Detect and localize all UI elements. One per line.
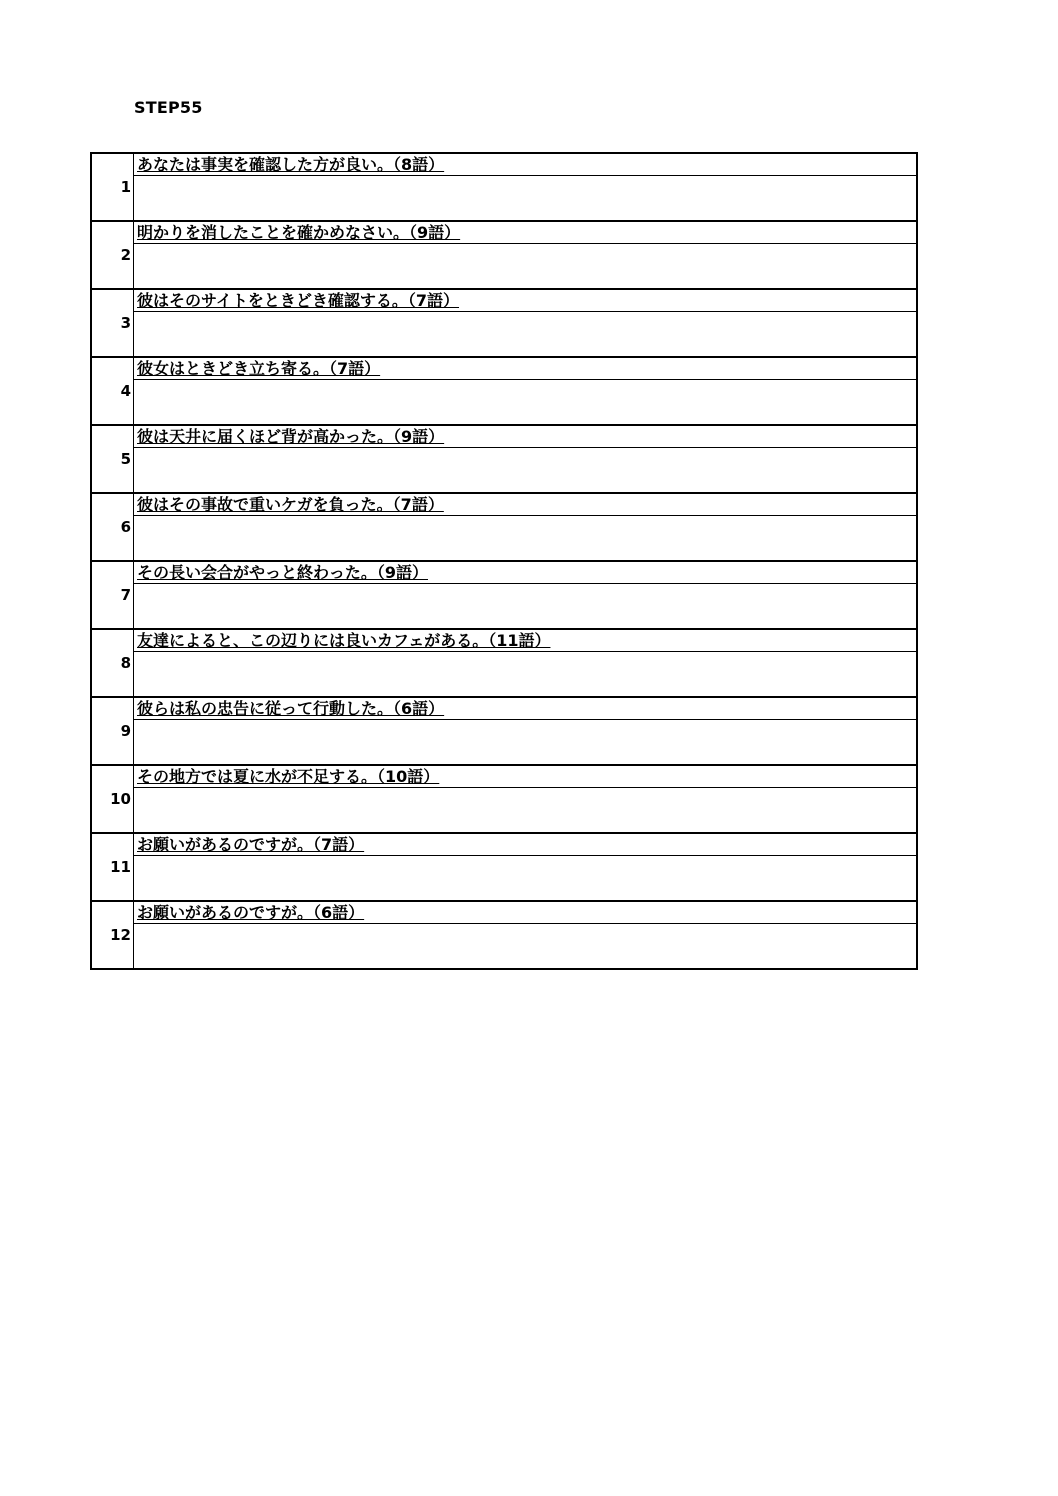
exercise-row — [91, 357, 917, 380]
question-prompt-cell — [134, 221, 918, 244]
exercise-table-body — [91, 153, 917, 969]
exercise-row — [91, 425, 917, 448]
question-prompt-cell — [134, 697, 918, 720]
exercise-row — [91, 493, 917, 516]
exercise-row — [91, 697, 917, 720]
question-prompt-cell — [134, 493, 918, 516]
question-prompt-cell — [134, 901, 918, 924]
question-prompt: 明かりを消したことを確かめなさい。（9語） — [137, 223, 461, 242]
question-prompt: その長い会合がやっと終わった。（9語） — [137, 563, 428, 582]
question-number: 4 — [91, 357, 134, 425]
answer-row — [91, 448, 917, 494]
answer-row — [91, 312, 917, 358]
answer-row — [91, 856, 917, 902]
question-number: 2 — [91, 221, 134, 289]
question-prompt-cell — [134, 357, 918, 380]
question-number: 6 — [91, 493, 134, 561]
answer-row — [91, 788, 917, 834]
exercise-row — [91, 561, 917, 584]
answer-field[interactable] — [134, 244, 918, 290]
question-prompt: 彼はその事故で重いケガを負った。（7語） — [137, 495, 444, 514]
answer-row — [91, 244, 917, 290]
question-prompt-cell — [134, 629, 918, 652]
exercise-row — [91, 289, 917, 312]
question-prompt-cell — [134, 425, 918, 448]
answer-field[interactable] — [134, 312, 918, 358]
answer-field[interactable] — [134, 380, 918, 426]
question-number: 1 — [91, 153, 134, 221]
question-prompt-cell — [134, 765, 918, 788]
answer-row — [91, 652, 917, 698]
question-prompt: 彼らは私の忠告に従って行動した。（6語） — [137, 699, 445, 718]
question-prompt: あなたは事実を確認した方が良い。（8語） — [137, 155, 445, 174]
question-prompt: 友達によると、この辺りには良いカフェがある。（11語） — [137, 631, 551, 650]
question-prompt-cell — [134, 289, 918, 312]
question-number: 5 — [91, 425, 134, 493]
exercise-row — [91, 629, 917, 652]
answer-field[interactable] — [134, 924, 918, 970]
exercise-row — [91, 765, 917, 788]
answer-field[interactable] — [134, 856, 918, 902]
answer-row — [91, 720, 917, 766]
question-prompt: 彼は天井に届くほど背が高かった。（9語） — [137, 427, 445, 446]
answer-field[interactable] — [134, 448, 918, 494]
question-number: 3 — [91, 289, 134, 357]
question-prompt: 彼女はときどき立ち寄る。（7語） — [137, 359, 381, 378]
question-number: 10 — [91, 765, 134, 833]
question-prompt-cell — [134, 153, 918, 176]
answer-row — [91, 584, 917, 630]
answer-field[interactable] — [134, 652, 918, 698]
exercise-row — [91, 153, 917, 176]
answer-field[interactable] — [134, 788, 918, 834]
question-number: 8 — [91, 629, 134, 697]
exercise-table — [90, 152, 918, 970]
answer-field[interactable] — [134, 176, 918, 222]
exercise-row — [91, 833, 917, 856]
question-prompt: 彼はそのサイトをときどき確認する。（7語） — [137, 291, 460, 310]
question-prompt-cell — [134, 833, 918, 856]
answer-field[interactable] — [134, 584, 918, 630]
answer-field[interactable] — [134, 516, 918, 562]
exercise-row — [91, 221, 917, 244]
answer-field[interactable] — [134, 720, 918, 766]
answer-row — [91, 176, 917, 222]
question-prompt: お願いがあるのですが。（6語） — [137, 903, 365, 922]
question-prompt-cell — [134, 561, 918, 584]
page-title: STEP55 — [134, 98, 203, 117]
question-number: 12 — [91, 901, 134, 969]
question-number: 11 — [91, 833, 134, 901]
question-number: 7 — [91, 561, 134, 629]
answer-row — [91, 380, 917, 426]
answer-row — [91, 516, 917, 562]
question-prompt: その地方では夏に水が不足する。（10語） — [137, 767, 440, 786]
question-number: 9 — [91, 697, 134, 765]
exercise-row — [91, 901, 917, 924]
answer-row — [91, 924, 917, 970]
question-prompt: お願いがあるのですが。（7語） — [137, 835, 365, 854]
